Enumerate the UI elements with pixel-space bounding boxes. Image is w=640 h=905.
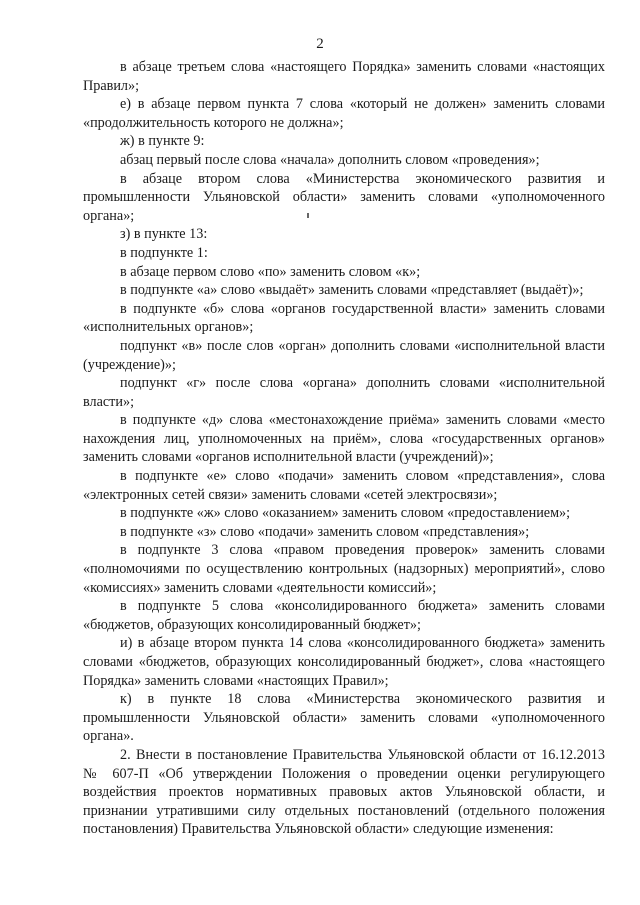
paragraph: и) в абзаце втором пункта 14 слова «консолидированного бюджета» заменить словами «бюджетов, образующих консолидированный бюджет», слова «настоящего Порядка» заменить словами «настоящих Правил»; [83,635,605,689]
paragraph: в подпункте «е» слово «подачи» заменить словом «представления», слова «электронных сетей связи» заменить словами «сетей электросвязи»; [83,468,605,503]
paragraph: в абзаце первом слово «по» заменить словом «к»; [120,263,421,280]
paragraph: з) в пункте 13: [120,226,208,243]
paragraph: в подпункте «а» слово «выдаёт» заменить словами «представляет (выдаёт)»; [120,282,584,299]
paragraph: подпункт «в» после слов «орган» дополнить словами «исполнительной власти (учреждение)»; [83,337,605,373]
paragraph: в абзаце третьем слова «настоящего Порядка» заменить словами «настоящих Правил»; [83,59,605,94]
paragraph: в подпункте «б» слова «органов государственной власти» заменить словами «исполнительных органов»; [83,300,605,336]
paragraph: в подпункте «з» слово «подачи» заменить словом «представления»; [120,523,530,540]
paragraph: ж) в пункте 9: [120,133,205,150]
paragraph: в абзаце втором слова «Министерства экономического развития и промышленности Ульяновской области» заменить словами «уполномоченного органа»; [83,170,605,224]
paragraph: е) в абзаце первом пункта 7 слова «который не должен» заменить словами «продолжительность которого не должна»; [83,96,605,131]
paragraph: в подпункте «ж» слово «оказанием» заменить словом «предоставлением»; [120,505,571,522]
page-number: 2 [316,36,324,52]
document-body [83,58,605,839]
paragraph: к) в пункте 18 слова «Министерства экономического развития и промышленности Ульяновской области» заменить словами «уполномоченного органа». [83,691,605,745]
paragraph: в подпункте «д» слова «местонахождение приёма» заменить словами «место нахождения лиц, уполномоченных на приём», слова «государственных органов» заменить словами «органов исполнительной власти (учреждений)»; [83,412,605,466]
paragraph: в подпункте 5 слова «консолидированного бюджета» заменить словами «бюджетов, образующих консолидированный бюджет»; [83,598,605,633]
paragraph: в подпункте 1: [120,244,208,261]
paragraph: в подпункте 3 слова «правом проведения проверок» заменить словами «полномочиями по осуществлению контрольных (надзорных) мероприятий», слово «комиссиях» заменить словами «деятельности комиссий»; [83,542,605,596]
paragraph: подпункт «г» после слова «органа» дополнить словами «исполнительной власти»; [83,375,605,410]
paragraph: абзац первый после слова «начала» дополнить словом «проведения»; [120,151,540,168]
paragraph: 2. Внести в постановление Правительства Ульяновской области от 16.12.2013 № 607-П «Об утверждении Положения о проведении оценки регулирующего воздействия проектов нормативных правовых актов Ульяновской области, и признании утратившими силу отдельных постановлений (отдельного положения постановления) Правительства Ульяновской области» следующие изменения: [83,746,605,838]
